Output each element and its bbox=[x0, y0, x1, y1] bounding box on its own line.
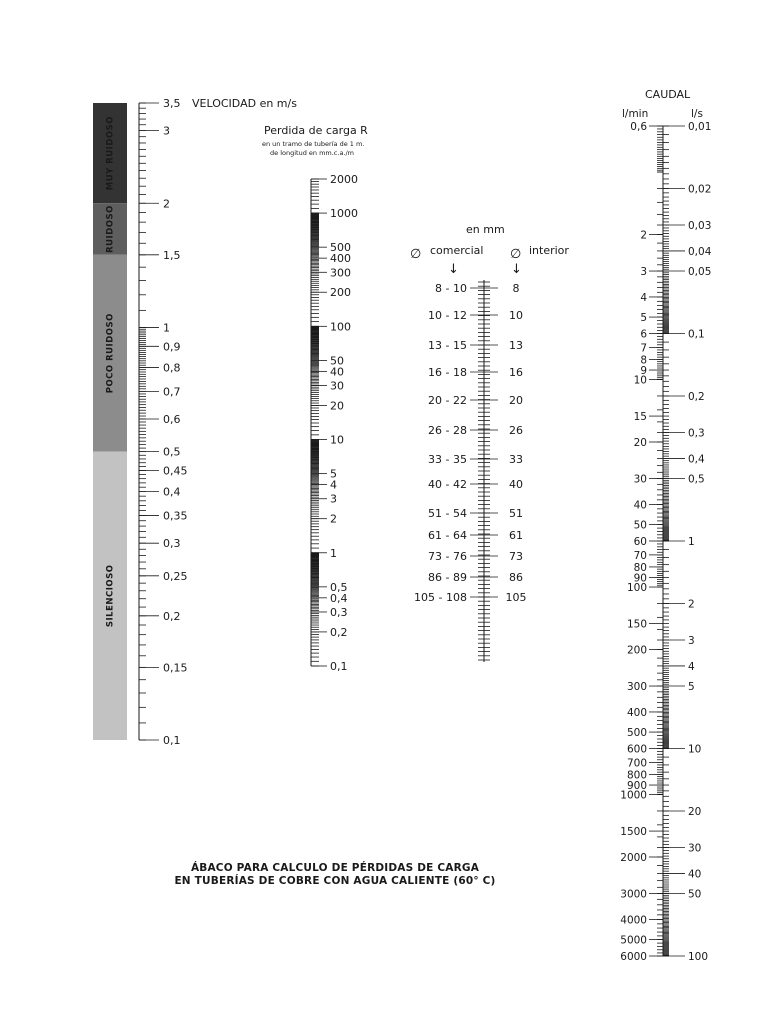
flow-lmin-label-70: 70 bbox=[633, 549, 647, 562]
flow-lmin-label-900: 900 bbox=[626, 780, 647, 793]
velocity-tick-label-0-8: 0,8 bbox=[163, 361, 181, 375]
diameter-title: en mm bbox=[466, 223, 505, 236]
velocity-tick-label-0-1: 0,1 bbox=[163, 734, 181, 747]
flow-lmin-label-200: 200 bbox=[626, 644, 647, 657]
velocity-tick-label-0-45: 0,45 bbox=[163, 464, 188, 478]
flow-title: CAUDAL bbox=[645, 88, 691, 101]
caption-line-2: EN TUBERÍAS DE COBRE CON AGUA CALIENTE (60° C) bbox=[174, 875, 496, 887]
flow-ls-label-0-01: 0,01 bbox=[688, 121, 712, 133]
velocity-tick-label-2: 2 bbox=[163, 197, 170, 211]
arrow-down-icon: ↓ bbox=[511, 262, 522, 277]
flow-lmin-label-400: 400 bbox=[626, 706, 647, 719]
velocity-tick-label-0-6: 0,6 bbox=[163, 412, 181, 426]
flow-lmin-label-500: 500 bbox=[626, 727, 647, 740]
diameter-interior-40: 40 bbox=[509, 478, 523, 491]
flow-lmin-label-700: 700 bbox=[626, 757, 647, 770]
loss-tick-label-0-4: 0,4 bbox=[330, 591, 348, 605]
flow-ls-label-5: 5 bbox=[688, 681, 695, 694]
flow-lmin-label-2000: 2000 bbox=[620, 851, 647, 864]
flow-lmin-label-80: 80 bbox=[633, 561, 647, 574]
diameter-interior-105: 105 bbox=[505, 591, 527, 604]
diameter-comercial-20-22: 20 - 22 bbox=[428, 394, 467, 407]
diameter-interior-10: 10 bbox=[509, 309, 523, 322]
loss-tick-label-400: 400 bbox=[330, 252, 351, 266]
velocity-tick-label-1-5: 1,5 bbox=[163, 248, 181, 262]
flow-ls-label-0-04: 0,04 bbox=[688, 245, 712, 258]
velocity-tick-label-3: 3 bbox=[163, 124, 170, 138]
velocity-scale bbox=[93, 97, 297, 747]
diameter-comercial-73-76: 73 - 76 bbox=[428, 550, 467, 563]
noise-zone-label: RUIDOSO bbox=[105, 205, 116, 253]
velocity-tick-label-0-35: 0,35 bbox=[163, 509, 188, 523]
flow-lmin-label-0-6: 0,6 bbox=[630, 121, 647, 133]
flow-ls-label-100: 100 bbox=[688, 951, 709, 963]
chart-caption bbox=[150, 862, 520, 888]
flow-lmin-label-50: 50 bbox=[633, 519, 647, 532]
loss-tick-label-1000: 1000 bbox=[330, 207, 358, 221]
flow-lmin-label-60: 60 bbox=[633, 536, 647, 548]
loss-tick-label-2000: 2000 bbox=[330, 173, 358, 186]
diameter-comercial-8-10: 8 - 10 bbox=[435, 282, 467, 295]
loss-tick-label-300: 300 bbox=[330, 266, 351, 280]
flow-lmin-label-300: 300 bbox=[626, 681, 647, 694]
diameter-interior-header: interior bbox=[529, 244, 569, 257]
loss-tick-label-200: 200 bbox=[330, 286, 351, 300]
arrow-down-icon: ↓ bbox=[448, 262, 459, 277]
velocity-tick-label-0-2: 0,2 bbox=[163, 609, 181, 623]
loss-tick-label-30: 30 bbox=[330, 379, 344, 393]
loss-tick-label-40: 40 bbox=[330, 365, 344, 379]
flow-ls-label-3: 3 bbox=[688, 635, 695, 648]
flow-lmin-label-6: 6 bbox=[640, 328, 647, 341]
diameter-interior-33: 33 bbox=[509, 453, 523, 466]
flow-ls-label-4: 4 bbox=[688, 660, 695, 673]
velocity-tick-label-0-3: 0,3 bbox=[163, 537, 181, 551]
flow-lmin-label-3: 3 bbox=[640, 266, 647, 279]
flow-ls-label-0-05: 0,05 bbox=[688, 266, 712, 279]
diameter-comercial-51-54: 51 - 54 bbox=[428, 507, 467, 520]
diameter-comercial-40-42: 40 - 42 bbox=[428, 478, 467, 491]
flow-lmin-label-3000: 3000 bbox=[620, 888, 647, 901]
flow-lmin-label-90: 90 bbox=[633, 572, 647, 585]
loss-subtitle-1: en un tramo de tubería de 1 m. bbox=[262, 140, 365, 148]
loss-tick-label-5: 5 bbox=[330, 467, 337, 481]
loss-tick-label-4: 4 bbox=[330, 478, 337, 492]
flow-ls-label-40: 40 bbox=[688, 868, 702, 881]
flow-lmin-label-30: 30 bbox=[633, 473, 647, 486]
diameter-interior-26: 26 bbox=[509, 424, 523, 437]
diameter-comercial-33-35: 33 - 35 bbox=[428, 453, 467, 466]
diameter-comercial-26-28: 26 - 28 bbox=[428, 424, 467, 437]
diameter-scale bbox=[410, 223, 569, 662]
flow-lmin-label-4000: 4000 bbox=[620, 914, 647, 927]
flow-lmin-label-4: 4 bbox=[640, 291, 647, 304]
flow-ls-label-0-1: 0,1 bbox=[688, 328, 705, 341]
diameter-comercial-16-18: 16 - 18 bbox=[428, 366, 467, 379]
flow-ls-label-1: 1 bbox=[688, 536, 695, 548]
flow-lmin-label-5: 5 bbox=[640, 312, 647, 325]
diameter-comercial-13-15: 13 - 15 bbox=[428, 339, 467, 352]
diameter-comercial-86-89: 86 - 89 bbox=[428, 571, 467, 584]
diameter-interior-86: 86 bbox=[509, 571, 523, 584]
loss-tick-label-50: 50 bbox=[330, 354, 344, 368]
pressure-loss-scale bbox=[262, 124, 368, 673]
flow-ls-unit: l/s bbox=[691, 108, 703, 120]
flow-lmin-label-8: 8 bbox=[640, 354, 647, 367]
diameter-comercial-105-108: 105 - 108 bbox=[414, 591, 467, 604]
velocity-tick-label-0-9: 0,9 bbox=[163, 340, 181, 354]
loss-tick-label-3: 3 bbox=[330, 492, 337, 506]
noise-zone-label: MUY RUIDOSO bbox=[105, 116, 116, 191]
diameter-comercial-10-12: 10 - 12 bbox=[428, 309, 467, 322]
flow-ls-label-0-5: 0,5 bbox=[688, 473, 705, 486]
velocity-tick-label-1: 1 bbox=[163, 321, 170, 335]
diameter-interior-20: 20 bbox=[509, 394, 523, 407]
flow-ls-label-0-03: 0,03 bbox=[688, 220, 712, 233]
loss-tick-label-500: 500 bbox=[330, 241, 351, 255]
loss-tick-label-0-1: 0,1 bbox=[330, 660, 348, 673]
flow-ls-label-10: 10 bbox=[688, 743, 702, 756]
flow-lmin-label-6000: 6000 bbox=[620, 951, 647, 963]
loss-tick-label-100: 100 bbox=[330, 320, 351, 334]
flow-ls-label-0-02: 0,02 bbox=[688, 183, 712, 196]
flow-lmin-label-9: 9 bbox=[640, 365, 647, 378]
velocity-tick-label-0-25: 0,25 bbox=[163, 569, 188, 583]
flow-ls-label-2: 2 bbox=[688, 598, 695, 611]
flow-lmin-label-1000: 1000 bbox=[620, 789, 647, 802]
flow-lmin-label-15: 15 bbox=[633, 411, 647, 424]
loss-tick-label-2: 2 bbox=[330, 512, 337, 526]
velocity-tick-label-0-5: 0,5 bbox=[163, 445, 181, 459]
loss-tick-label-0-2: 0,2 bbox=[330, 625, 348, 639]
flow-ls-label-0-3: 0,3 bbox=[688, 427, 705, 440]
loss-tick-label-0-3: 0,3 bbox=[330, 605, 348, 619]
velocity-tick-label-0-4: 0,4 bbox=[163, 485, 181, 499]
loss-tick-label-0-5: 0,5 bbox=[330, 580, 348, 594]
flow-ls-label-0-2: 0,2 bbox=[688, 390, 705, 403]
flow-ls-label-20: 20 bbox=[688, 805, 702, 818]
diameter-comercial-61-64: 61 - 64 bbox=[428, 529, 467, 542]
flow-lmin-label-2: 2 bbox=[640, 229, 647, 242]
flow-lmin-label-20: 20 bbox=[633, 436, 647, 449]
loss-subtitle-2: de longitud en mm.c.a./m bbox=[270, 149, 355, 157]
flow-ls-label-50: 50 bbox=[688, 888, 702, 901]
velocity-tick-label-0-15: 0,15 bbox=[163, 661, 188, 675]
flow-lmin-label-600: 600 bbox=[626, 743, 647, 756]
velocity-tick-label-0-7: 0,7 bbox=[163, 385, 181, 399]
flow-lmin-unit: l/min bbox=[622, 108, 649, 120]
diameter-symbol-comercial: ∅ bbox=[410, 247, 422, 262]
diameter-interior-51: 51 bbox=[509, 507, 523, 520]
flow-lmin-label-7: 7 bbox=[640, 342, 647, 355]
flow-scale bbox=[620, 88, 711, 963]
flow-lmin-label-10: 10 bbox=[633, 374, 647, 387]
diameter-interior-61: 61 bbox=[509, 529, 523, 542]
loss-tick-label-1: 1 bbox=[330, 546, 337, 560]
noise-zone-label: POCO RUIDOSO bbox=[105, 313, 116, 394]
flow-lmin-label-100: 100 bbox=[626, 582, 647, 595]
diameter-symbol-interior: ∅ bbox=[510, 247, 522, 262]
flow-ls-label-0-4: 0,4 bbox=[688, 453, 705, 466]
velocity-title: VELOCIDAD en m/s bbox=[192, 97, 297, 110]
caption-line-1: ÁBACO PARA CALCULO DE PÉRDIDAS DE CARGA bbox=[190, 862, 480, 874]
noise-zone-label: SILENCIOSO bbox=[105, 564, 116, 628]
diameter-interior-13: 13 bbox=[509, 339, 523, 352]
flow-ls-label-30: 30 bbox=[688, 842, 702, 855]
diameter-interior-8: 8 bbox=[512, 282, 520, 295]
loss-title: Perdida de carga R bbox=[264, 124, 368, 137]
diameter-interior-16: 16 bbox=[509, 366, 523, 379]
flow-lmin-label-800: 800 bbox=[626, 769, 647, 782]
velocity-tick-label-3-5: 3,5 bbox=[163, 97, 181, 110]
loss-tick-label-20: 20 bbox=[330, 399, 344, 413]
diameter-interior-73: 73 bbox=[509, 550, 523, 563]
flow-lmin-label-150: 150 bbox=[626, 618, 647, 631]
loss-tick-label-10: 10 bbox=[330, 433, 344, 447]
flow-lmin-label-5000: 5000 bbox=[620, 934, 647, 947]
flow-lmin-label-40: 40 bbox=[633, 499, 647, 512]
diameter-comercial-header: comercial bbox=[430, 244, 484, 257]
flow-lmin-label-1500: 1500 bbox=[620, 826, 647, 839]
